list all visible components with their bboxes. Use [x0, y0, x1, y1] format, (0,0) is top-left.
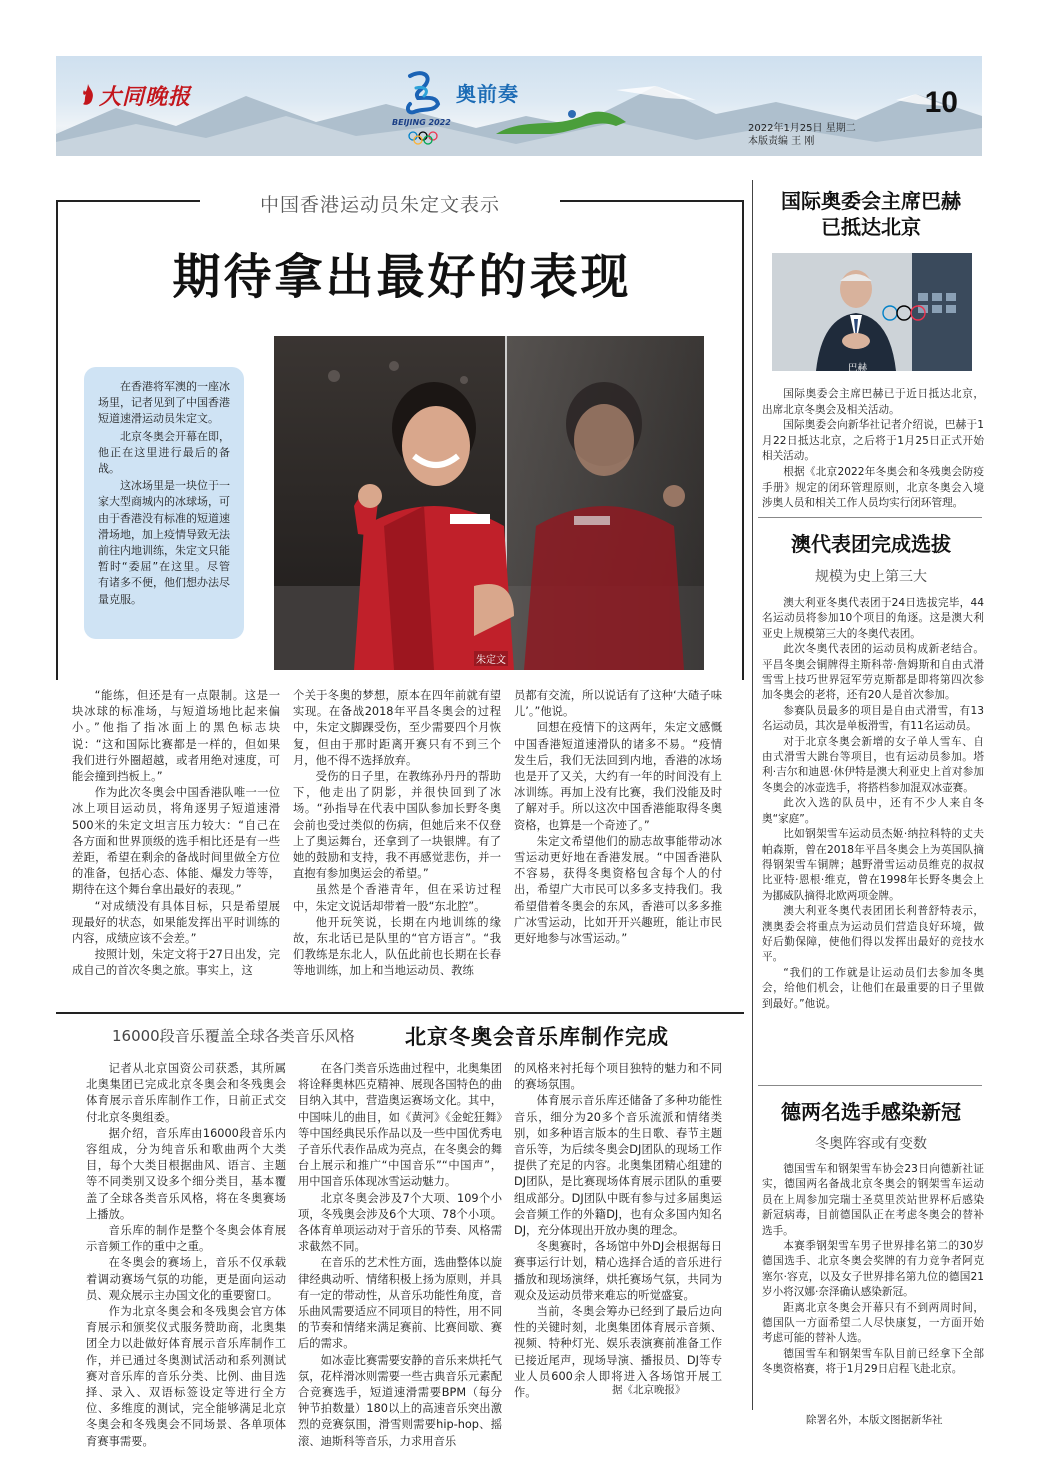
- body-paragraph: 按照计划，朱定文将于27日出发，完成自己的首次冬奥之旅。事实上，这: [72, 948, 280, 978]
- page-credit: 除署名外，本版文图据新华社: [806, 1414, 943, 1426]
- right-story-2-subhead: 规模为史上第三大: [815, 569, 927, 585]
- main-story-column-3: [514, 688, 722, 947]
- main-story-kicker: 中国香港运动员朱定文表示: [259, 194, 500, 216]
- body-paragraph: 此次冬奥代表团的运动员构成新老结合。平昌冬奥会铜牌得主斯科蒂·詹姆斯和自由式滑雪雪上技巧世界冠军劳克斯都是即将第四次参加冬奥会的老将，还有20人是首次参加。: [762, 643, 984, 702]
- body-paragraph: 受伤的日子里，在教练孙丹丹的帮助下，他走出了阴影，并很快回到了冰场。“孙指导在代表中国队参加长野冬奥会前也受过类似的伤病，但她后来不仅登上了奥运舞台，还拿到了一块银牌。有了她的鼓励和支持，我不再感觉悲伤，并一直抱有参加奥运会的希望。”: [293, 770, 501, 881]
- lede-paragraph: 在香港将军澳的一座冰场里，记者见到了中国香港短道速滑运动员朱定文。: [98, 380, 230, 426]
- masthead-banner: [56, 56, 982, 156]
- body-paragraph: 作为此次冬奥会中国香港队唯一一位冰上项目运动员，将角逐男子短道速滑500米的朱定文坦言压力较大：“自己在各方面和世界顶级的选手相比还是有一些差距，希望在剩余的备战时间里做全方位的准备，包括心态、体能、爆发力等等，期待在这个舞台拿出最好的表现。”: [72, 786, 280, 897]
- bach-photo: [772, 253, 972, 371]
- right-story-3-headline: 德两名选手感染新冠: [781, 1100, 961, 1124]
- page-editor: 本版责编 王 刚: [748, 136, 815, 147]
- body-paragraph: 他开玩笑说，长期在内地训练的缘故，东北话已是队里的“官方语言”。“我们教练是东北人，队伍此前也长期在长春等地训练，加上和当地运动员、教练: [293, 915, 501, 978]
- right-story-1-body: [762, 387, 984, 512]
- body-paragraph: 在冬奥会的赛场上，音乐不仅承载着调动赛场气氛的功能，更是面向运动员、观众展示主办国文化的重要窗口。: [86, 1256, 286, 1302]
- section-divider: [758, 1085, 982, 1086]
- body-paragraph: 德国雪车和钢架雪车协会23日向德新社证实，德国两名备战北京冬奥会的钢架雪车运动员在上周参加完瑞士圣莫里茨站世界杯后感染新冠病毒，目前德国队正在考虑冬奥会的替补选手。: [762, 1163, 984, 1237]
- publication-date: 2022年1月25日 星期二: [748, 123, 856, 134]
- music-story-headline: 北京冬奥会音乐库制作完成: [405, 1025, 669, 1049]
- body-paragraph: 本赛季钢架雪车男子世界排名第二的30岁德国选手、北京冬奥会奖牌的有力竞争者阿克塞尔·容克，以及女子世界排名第九位的德国21岁小将汉娜·奈泽确认感染新冠。: [762, 1240, 984, 1299]
- body-paragraph: 员都有交流，所以说话有了这种‘大碴子味儿’。”他说。: [514, 689, 722, 719]
- athlete-photo: [274, 336, 704, 670]
- body-paragraph: 根据《北京2022年冬奥会和冬残奥会防疫手册》规定的闭环管理原则，北京冬奥会入境涉奥人员和相关工作人员均实行闭环管理。: [762, 465, 984, 510]
- body-paragraph: “对成绩没有具体目标，只是希望展现最好的状态，如果能发挥出平时训练的内容，成绩应该不会差。”: [72, 899, 280, 946]
- headline-line: 已抵达北京: [821, 215, 921, 239]
- body-paragraph: 个关于冬奥的梦想，原本在四年前就有望实现。在备战2018年平昌冬奥会的过程中，朱定文脚踝受伤，至少需要四个月恢复，但由于那时距离开赛只有不到三个月，他不得不选择放弃。: [293, 689, 501, 767]
- body-paragraph: 音乐库的制作是整个冬奥会体育展示音频工作的重中之重。: [86, 1224, 286, 1254]
- body-paragraph: 据介绍，音乐库由16000段音乐内容组成，分为纯音乐和歌曲两个大类目，每个大类目根据曲风、语言、主题等不同类别又设多个细分类目，基本覆盖了全球各类音乐风格，将在冬奥赛场上播放。: [86, 1126, 286, 1221]
- athlete-photo-caption: 朱定文: [474, 651, 508, 666]
- body-paragraph: 体育展示音乐库还储备了多种功能性音乐，细分为20多个音乐流派和情绪类别，如多种语言版本的生日歌、春节主题音乐等，为后续冬奥会DJ团队的现场工作提供了充足的内容。北奥集团精心组建的DJ团队，是比赛现场体育展示团队的重要组成部分。DJ团队中既有参与过多届奥运会音频工作的外籍DJ，也有众多国内知名DJ，充分体现出开放办奥的理念。: [514, 1094, 722, 1238]
- body-paragraph: “能练，但还是有一点限制。这是一块冰球的标准场，与短道场地比起来偏小。”他指了指冰面上的黑色标志块说：“这和国际比赛都是一样的，但如果我们进行外圈超越，或者用绝对速度，可能会撞到挡板上。”: [72, 689, 280, 784]
- body-paragraph: 国际奥委会主席巴赫已于近日抵达北京，出席北京冬奥会及相关活动。: [762, 388, 984, 416]
- section-name: 奥前奏: [456, 82, 519, 106]
- main-story-column-1: [72, 688, 280, 980]
- section-divider: [758, 517, 982, 518]
- emblem-caption: BEIJING 2022: [392, 118, 451, 127]
- newspaper-name: 大同晚报: [99, 84, 192, 110]
- body-paragraph: 作为北京冬奥会和冬残奥会官方体育展示和颁奖仪式服务赞助商，北奥集团全力以赴做好体育展示音乐库制作工作，并已通过冬奥测试活动和系列测试赛对音乐库的音乐分类、比例、曲目选择、录入、双语标签设定等进行全方位、多维度的测试，完全能够满足北京冬奥会和冬残奥会不同场景、各单项体育赛事需要。: [86, 1305, 286, 1448]
- flame-logo-icon: [80, 84, 96, 108]
- body-paragraph: 距离北京冬奥会开幕只有不到两周时间，德国队一方面希望二人尽快康复，一方面开始考虑可能的替补人选。: [762, 1301, 984, 1345]
- body-paragraph: 澳大利亚冬奥代表团团长利普舒特表示，澳奥委会将重点为运动员们营造良好环境，做好后勤保障，使他们得以发挥出最好的竞技水平。: [762, 905, 984, 964]
- body-paragraph: 当前，冬奥会筹办已经到了最后边向性的关键时刻，北奥集团体育展示音频、视频、特种灯光、娱乐表演赛前准备工作已接近尾声，现场导演、播报员、DJ等专业人员600余人即将进入各场馆开展工作。: [514, 1305, 722, 1400]
- music-story-source: 据《北京晚报》: [612, 1384, 686, 1396]
- lede-paragraph: 这冰场里是一块位于一家大型商城内的冰球场，可由于香港没有标准的短道速滑场地，加上疫情导致无法前往内地训练，朱定文只能暂时“委屈”在这里。尽管有诸多不便，他们想办法尽量克服。: [98, 479, 230, 606]
- music-story-column-1: [86, 1061, 286, 1450]
- body-paragraph: 如冰壶比赛需要安静的音乐来烘托气氛，花样滑冰则需要一些古典音乐元素配合竞赛选手，短道速滑需要BPM（每分钟节拍数量）180以上的高速音乐突出激烈的竞赛氛围，滑雪则需要hip-hop、摇滚、迪斯科等音乐，力求用音乐: [298, 1353, 502, 1448]
- body-paragraph: 在各门类音乐选曲过程中，北奥集团将诠释奥林匹克精神、展现各国特色的曲目纳入其中，营造奥运赛场文化。其中，中国味儿的曲目，如《黄河》《金蛇狂舞》等中国经典民乐作品以及一些中国优秀电子音乐代表作品成为亮点，在冬奥会的舞台上展示和推广“中国音乐”“中国声”，用中国音乐体现冰雪运动魅力。: [298, 1062, 502, 1189]
- music-story-column-2: [298, 1061, 502, 1450]
- section-divider: [56, 1012, 744, 1014]
- body-paragraph: 在音乐的艺术性方面，选曲整体以旋律经典动听、情绪积极上扬为原则，并具有一定的带动性，从音乐功能性角度，音乐曲风需要适应不同项目的特性，用不同的节奏和情绪来满足赛前、比赛间歇、赛后的需求。: [298, 1256, 502, 1351]
- body-paragraph: 澳大利亚冬奥代表团于24日选拔完毕，44名运动员将参加10个项目的角逐。这是澳大利亚史上规模第三大的冬奥代表团。: [762, 597, 984, 640]
- body-paragraph: 参赛队员最多的项目是自由式滑雪，有13名运动员，其次是单板滑雪，有11名运动员。: [762, 704, 984, 733]
- beijing-2022-emblem-icon: [396, 68, 452, 146]
- body-paragraph: 记者从北京国资公司获悉，其所属北奥集团已完成北京冬奥会和冬残奥会体育展示音乐库制作工作，日前正式交付北京冬奥组委。: [86, 1062, 286, 1124]
- column-rule: [752, 180, 753, 1410]
- music-story-kicker: 16000段音乐覆盖全球各类音乐风格: [112, 1027, 355, 1045]
- body-paragraph: 德国雪车和钢架雪车队目前已经拿下全部冬奥资格赛，将于1月29日启程飞赴北京。: [762, 1347, 984, 1376]
- body-paragraph: 此次入选的队员中，还有不少人来自冬奥“家庭”。: [762, 797, 984, 825]
- body-paragraph: 国际奥委会向新华社记者介绍说，巴赫于1月22日抵达北京，之后将于1月25日正式开始相关活动。: [762, 419, 984, 463]
- athlete-photo-illustration: [274, 336, 704, 670]
- body-paragraph: 比如钢架雪车运动员杰姬·纳拉科特的丈夫帕森斯，曾在2018年平昌冬奥会上为英国队摘得钢架雪车铜牌；越野滑雪运动员维克的叔叔比亚特·恩根·维克，曾在1998年长野冬奥会上为挪威队摘得北欧两项金牌。: [762, 828, 984, 902]
- bach-photo-illustration: [772, 253, 972, 371]
- newspaper-logo: [80, 80, 191, 111]
- music-story-column-3: [514, 1061, 722, 1401]
- body-paragraph: 虽然是个香港青年，但在采访过程中，朱定文说话却带着一股“东北腔”。: [293, 883, 501, 913]
- lede-paragraph: 北京冬奥会开幕在即，他正在这里进行最后的备战。: [98, 429, 230, 476]
- body-paragraph: 北京冬奥会涉及7个大项、109个小项，冬残奥会涉及6个大项、78个小项。各体育单项运动对于音乐的节奏、风格需求截然不同。: [298, 1191, 502, 1254]
- right-story-3-body: [762, 1162, 984, 1378]
- main-story-column-2: [293, 688, 501, 980]
- body-paragraph: 对于北京冬奥会新增的女子单人雪车、自由式滑雪大跳台等项目，也有运动员参加。塔利·吉尔和迪恩·休伊特是澳大利亚史上首对参加冬奥会的冰壶选手，将搭档参加混双冰壶赛。: [762, 735, 984, 794]
- right-story-1-headline: [760, 188, 982, 240]
- right-story-2-headline: 澳代表团完成选拔: [791, 532, 951, 556]
- body-paragraph: 冬奥赛时，各场馆中外DJ会根据每日赛事运行计划，精心选择合适的音乐进行播放和现场演绎，烘托赛场气氛，共同为观众及运动员带来难忘的听觉盛宴。: [514, 1240, 722, 1302]
- main-story-headline: 期待拿出最好的表现: [172, 249, 632, 305]
- headline-line: 国际奥委会主席巴赫: [781, 189, 961, 213]
- main-story-lede-box: [84, 367, 244, 639]
- right-story-2-body: [762, 596, 984, 1012]
- body-paragraph: 的风格来衬托每个项目独特的魅力和不同的赛场氛围。: [514, 1062, 722, 1092]
- body-paragraph: “我们的工作就是让运动员们去参加冬奥会，给他们机会，让他们在最重要的日子里做到最好。”他说。: [762, 966, 984, 1010]
- body-paragraph: 朱定文希望他们的励志故事能带动冰雪运动更好地在香港发展。“中国香港队不容易，获得冬奥资格包含每个人的付出，希望广大市民可以多多支持我们。我希望借着冬奥会的东风，香港可以多多推广冰雪运动，比如开开兴趣班，能让市民更好地参与冰雪运动。”: [514, 834, 722, 946]
- page-number: 10: [924, 86, 958, 119]
- body-paragraph: 回想在疫情下的这两年，朱定文感慨中国香港短道速滑队的诸多不易。“疫情发生后，我们无法回到内地，香港的冰场也是开了又关，大约有一年的时间没有上冰训练。再加上没有比赛，我们没能及时了解对手。所以这次中国香港能取得冬奥资格，也算是一个奇迹了。”: [514, 721, 722, 832]
- bach-photo-caption: 巴赫: [848, 363, 868, 374]
- right-story-3-subhead: 冬奥阵容或有变数: [815, 1136, 927, 1152]
- snowy-mountains-illustration: [56, 56, 982, 156]
